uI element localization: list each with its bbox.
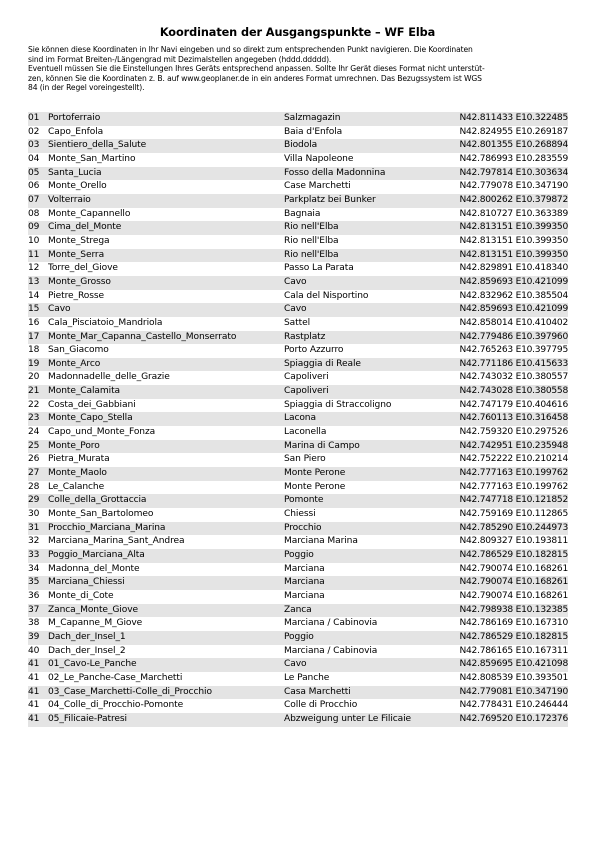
row-number: 12 xyxy=(28,263,40,274)
table-row xyxy=(28,344,568,358)
table-row xyxy=(28,672,568,686)
route-name: Monte_di_Cote xyxy=(48,590,114,601)
start-place: Pomonte xyxy=(284,494,440,508)
coordinates-table xyxy=(28,112,568,727)
start-place: Spiaggia di Straccoligno xyxy=(284,399,392,410)
start-place: Abzweigung unter Le Filicaie xyxy=(284,713,440,727)
route-name: Pietra_Murata xyxy=(48,454,110,465)
route-name: Capo_Enfola xyxy=(48,126,104,137)
route-name: Le_Calanche xyxy=(48,481,105,492)
table-row xyxy=(28,126,568,140)
row-number: 11 xyxy=(28,249,48,263)
table-row xyxy=(28,508,568,522)
table-row xyxy=(28,290,568,304)
route-name: Cavo xyxy=(48,303,284,317)
table-row xyxy=(28,658,568,672)
route-name: Monte_Capannello xyxy=(48,208,131,219)
row-number: 39 xyxy=(28,631,48,645)
table-row xyxy=(28,563,568,577)
start-place: Colle di Procchio xyxy=(284,700,358,711)
route-name: Marciana_Marina_Sant_Andrea xyxy=(48,536,185,547)
route-name: Dach_der_Insel_1 xyxy=(48,631,284,645)
coordinates: N42.759169 E10.112865 xyxy=(459,509,568,520)
row-number: 22 xyxy=(28,399,40,410)
route-name: Costa_dei_Gabbiani xyxy=(48,399,136,410)
intro-line: Eventuell müssen Sie die Einstellungen Ihres Geräts entsprechend anpassen. Sollte Ihr Gerät dieses Format nicht unterstüt- xyxy=(28,64,485,74)
row-number: 41 xyxy=(28,713,48,727)
table-row xyxy=(28,167,568,181)
table-row xyxy=(28,453,568,467)
coordinates: N42.786993 E10.283559 xyxy=(459,153,568,164)
coordinates: N42.858014 E10.410402 xyxy=(459,317,568,328)
route-name: Cima_del_Monte xyxy=(48,221,284,235)
start-place: Rastplatz xyxy=(284,331,440,345)
table-row xyxy=(28,399,568,413)
start-place: San Piero xyxy=(284,454,326,465)
start-place: Cala del Nisportino xyxy=(284,290,369,301)
route-name: Cala_Pisciatoio_Mandriola xyxy=(48,317,163,328)
coordinates: N42.743028 E10.380558 xyxy=(440,385,568,399)
route-name: Monte_Grosso xyxy=(48,276,284,290)
route-name: Procchio_Marciana_Marina xyxy=(48,522,284,536)
route-name: Monte_San_Martino xyxy=(48,153,136,164)
start-place: Lacona xyxy=(284,412,440,426)
coordinates: N42.798938 E10.132385 xyxy=(440,604,568,618)
table-row xyxy=(28,208,568,222)
table-row xyxy=(28,194,568,208)
table-row xyxy=(28,221,568,235)
table-row xyxy=(28,358,568,372)
route-name: Torre_del_Giove xyxy=(48,263,118,274)
start-place: Rio nell'Elba xyxy=(284,221,440,235)
coordinates: N42.808539 E10.393501 xyxy=(459,672,568,683)
row-number: 41 xyxy=(28,700,40,711)
row-number: 41 xyxy=(28,672,40,683)
row-number: 13 xyxy=(28,276,48,290)
start-place: Le Panche xyxy=(284,672,330,683)
table-row xyxy=(28,112,568,126)
route-name: Monte_Serra xyxy=(48,249,284,263)
coordinates: N42.779486 E10.397960 xyxy=(440,331,568,345)
table-row xyxy=(28,317,568,331)
row-number: 28 xyxy=(28,481,40,492)
route-name: 04_Colle_di_Procchio-Pomonte xyxy=(48,700,184,711)
row-number: 36 xyxy=(28,590,40,601)
start-place: Poggio xyxy=(284,631,440,645)
coordinates: N42.777163 E10.199762 xyxy=(440,467,568,481)
coordinates: N42.777163 E10.199762 xyxy=(459,481,568,492)
coordinates: N42.747179 E10.404616 xyxy=(459,399,568,410)
start-place: Procchio xyxy=(284,522,440,536)
start-place: Sattel xyxy=(284,317,310,328)
row-number: 40 xyxy=(28,645,40,656)
row-number: 33 xyxy=(28,549,48,563)
row-number: 07 xyxy=(28,194,48,208)
coordinates: N42.771186 E10.415633 xyxy=(440,358,568,372)
coordinates: N42.743032 E10.380557 xyxy=(459,372,568,383)
intro-line: Sie können diese Koordinaten in Ihr Navi eingeben und so direkt zum entsprechenden Punkt navigieren. Die Koordinaten xyxy=(28,45,473,54)
route-name: Portoferraio xyxy=(48,112,284,126)
table-row xyxy=(28,549,568,563)
route-name: Sientiero_della_Salute xyxy=(48,139,284,153)
coordinates: N42.813151 E10.399350 xyxy=(440,249,568,263)
route-name: Madonnadelle_delle_Grazie xyxy=(48,372,170,383)
start-place: Laconella xyxy=(284,427,327,438)
table-row xyxy=(28,139,568,153)
row-number: 20 xyxy=(28,372,40,383)
table-row xyxy=(28,481,568,495)
start-place: Marciana / Cabinovia xyxy=(284,645,378,656)
route-name: Santa_Lucia xyxy=(48,167,284,181)
coordinates: N42.801355 E10.268894 xyxy=(440,139,568,153)
route-name: Monte_Capo_Stella xyxy=(48,412,284,426)
start-place: Monte Perone xyxy=(284,481,346,492)
coordinates: N42.742951 E10.235948 xyxy=(440,440,568,454)
route-name: Madonna_del_Monte xyxy=(48,563,140,574)
coordinates: N42.797814 E10.303634 xyxy=(440,167,568,181)
start-place: Spiaggia di Reale xyxy=(284,358,440,372)
row-number: 25 xyxy=(28,440,48,454)
row-number: 18 xyxy=(28,345,40,356)
row-number: 01 xyxy=(28,112,48,126)
start-place: Marciana Marina xyxy=(284,536,358,547)
row-number: 06 xyxy=(28,181,40,192)
route-name: 01_Cavo-Le_Panche xyxy=(48,658,284,672)
row-number: 41 xyxy=(28,658,48,672)
intro-line: sind im Format Breiten-/Längengrad mit Dezimalstellen angegeben (hddd.ddddd). xyxy=(28,54,332,64)
table-row xyxy=(28,235,568,249)
row-number: 21 xyxy=(28,385,48,399)
route-name: 05_Filicaie-Patresi xyxy=(48,713,284,727)
table-row xyxy=(28,522,568,536)
page-title: Koordinaten der Ausgangspunkte – WF Elba xyxy=(159,26,436,39)
intro-line: 84 (in der Regel voreingestellt). xyxy=(28,83,145,93)
row-number: 15 xyxy=(28,303,48,317)
route-name: 02_Le_Panche-Case_Marchetti xyxy=(48,672,183,683)
route-name: Monte_San_Bartolomeo xyxy=(48,509,154,520)
table-row xyxy=(28,604,568,618)
route-name: Pietre_Rosse xyxy=(48,290,104,301)
coordinates: N42.832962 E10.385504 xyxy=(459,290,568,301)
start-place: Capoliveri xyxy=(284,372,329,383)
coordinates: N42.786169 E10.167310 xyxy=(459,618,568,629)
route-name: Monte_Mar_Capanna_Castello_Monserrato xyxy=(48,331,284,345)
start-place: Cavo xyxy=(284,276,440,290)
table-row xyxy=(28,385,568,399)
coordinates: N42.769520 E10.172376 xyxy=(440,713,568,727)
table-row xyxy=(28,426,568,440)
table-row xyxy=(28,180,568,194)
row-number: 26 xyxy=(28,454,40,465)
table-row xyxy=(28,249,568,263)
coordinates: N42.810727 E10.363389 xyxy=(459,208,568,219)
start-place: Poggio xyxy=(284,549,440,563)
route-name: M_Capanne_M_Giove xyxy=(48,618,143,629)
table-row xyxy=(28,153,568,167)
row-number: 17 xyxy=(28,331,48,345)
coordinates: N42.829891 E10.418340 xyxy=(459,263,568,274)
start-place: Marciana xyxy=(284,576,440,590)
row-number: 35 xyxy=(28,576,48,590)
start-place: Monte Perone xyxy=(284,467,440,481)
table-row xyxy=(28,713,568,727)
row-number: 08 xyxy=(28,208,40,219)
coordinates: N42.765263 E10.397795 xyxy=(459,345,568,356)
start-place: Cavo xyxy=(284,303,440,317)
coordinates: N42.760113 E10.316458 xyxy=(440,412,568,426)
start-place: Baia d'Enfola xyxy=(284,126,343,137)
coordinates: N42.790074 E10.168261 xyxy=(459,563,568,574)
coordinates: N42.778431 E10.246444 xyxy=(459,700,568,711)
route-name: Capo_und_Monte_Fonza xyxy=(48,427,156,438)
start-place: Marciana xyxy=(284,590,325,601)
route-name: Marciana_Chiessi xyxy=(48,576,284,590)
coordinates: N42.813151 E10.399350 xyxy=(440,221,568,235)
start-place: Salzmagazin xyxy=(284,112,440,126)
row-number: 19 xyxy=(28,358,48,372)
coordinates: N42.813151 E10.399350 xyxy=(459,235,568,246)
coordinates: N42.859695 E10.421098 xyxy=(440,658,568,672)
coordinates: N42.811433 E10.322485 xyxy=(440,112,568,126)
row-number: 04 xyxy=(28,153,40,164)
table-row xyxy=(28,645,568,659)
route-name: 03_Case_Marchetti-Colle_di_Procchio xyxy=(48,686,284,700)
coordinates: N42.759320 E10.297526 xyxy=(459,427,568,438)
row-number: 02 xyxy=(28,126,40,137)
row-number: 30 xyxy=(28,509,40,520)
coordinates: N42.824955 E10.269187 xyxy=(459,126,568,137)
coordinates: N42.752222 E10.210214 xyxy=(459,454,568,465)
row-number: 38 xyxy=(28,618,40,629)
row-number: 14 xyxy=(28,290,40,301)
table-row xyxy=(28,631,568,645)
table-row xyxy=(28,467,568,481)
start-place: Case Marchetti xyxy=(284,181,351,192)
row-number: 32 xyxy=(28,536,40,547)
row-number: 41 xyxy=(28,686,48,700)
route-name: Monte_Orello xyxy=(48,181,107,192)
coordinates: N42.809327 E10.193811 xyxy=(459,536,568,547)
coordinates: N42.785290 E10.244973 xyxy=(440,522,568,536)
start-place: Fosso della Madonnina xyxy=(284,167,440,181)
row-number: 05 xyxy=(28,167,48,181)
row-number: 09 xyxy=(28,221,48,235)
route-name: Monte_Arco xyxy=(48,358,284,372)
route-name: Poggio_Marciana_Alta xyxy=(48,549,284,563)
start-place: Porto Azzurro xyxy=(284,345,344,356)
intro-paragraph xyxy=(28,45,568,93)
start-place: Marciana xyxy=(284,563,325,574)
route-name: Volterraio xyxy=(48,194,284,208)
start-place: Parkplatz bei Bunker xyxy=(284,194,440,208)
route-name: Monte_Calamita xyxy=(48,385,284,399)
row-number: 34 xyxy=(28,563,40,574)
row-number: 27 xyxy=(28,467,48,481)
route-name: San_Giacomo xyxy=(48,345,109,356)
row-number: 23 xyxy=(28,412,48,426)
table-row xyxy=(28,412,568,426)
coordinates: N42.786165 E10.167311 xyxy=(459,645,568,656)
table-row xyxy=(28,576,568,590)
row-number: 24 xyxy=(28,427,40,438)
start-place: Marciana / Cabinovia xyxy=(284,618,378,629)
start-place: Zanca xyxy=(284,604,440,618)
coordinates: N42.779078 E10.347190 xyxy=(459,181,568,192)
route-name: Monte_Strega xyxy=(48,235,110,246)
coordinates: N42.859693 E10.421099 xyxy=(440,303,568,317)
row-number: 37 xyxy=(28,604,48,618)
route-name: Zanca_Monte_Giove xyxy=(48,604,284,618)
row-number: 31 xyxy=(28,522,48,536)
coordinates: N42.859693 E10.421099 xyxy=(440,276,568,290)
table-row xyxy=(28,494,568,508)
route-name: Monte_Maolo xyxy=(48,467,284,481)
start-place: Biodola xyxy=(284,139,440,153)
table-row xyxy=(28,276,568,290)
table-row xyxy=(28,590,568,604)
table-row xyxy=(28,440,568,454)
start-place: Casa Marchetti xyxy=(284,686,440,700)
start-place: Passo La Parata xyxy=(284,263,354,274)
coordinates: N42.779081 E10.347190 xyxy=(440,686,568,700)
coordinates: N42.790074 E10.168261 xyxy=(459,590,568,601)
route-name: Monte_Poro xyxy=(48,440,284,454)
table-row xyxy=(28,331,568,345)
table-row xyxy=(28,303,568,317)
coordinates: N42.800262 E10.379872 xyxy=(440,194,568,208)
table-row xyxy=(28,617,568,631)
row-number: 29 xyxy=(28,494,48,508)
start-place: Bagnaia xyxy=(284,208,321,219)
table-row xyxy=(28,371,568,385)
table-row xyxy=(28,262,568,276)
start-place: Villa Napoleone xyxy=(284,153,354,164)
row-number: 10 xyxy=(28,235,40,246)
start-place: Rio nell'Elba xyxy=(284,249,440,263)
table-row xyxy=(28,686,568,700)
row-number: 16 xyxy=(28,317,40,328)
row-number: 03 xyxy=(28,139,48,153)
route-name: Colle_della_Grottaccia xyxy=(48,494,284,508)
start-place: Capoliveri xyxy=(284,385,440,399)
coordinates: N42.786529 E10.182815 xyxy=(440,549,568,563)
coordinates: N42.747718 E10.121852 xyxy=(440,494,568,508)
coordinates: N42.790074 E10.168261 xyxy=(440,576,568,590)
start-place: Marina di Campo xyxy=(284,440,440,454)
table-row xyxy=(28,699,568,713)
table-row xyxy=(28,535,568,549)
start-place: Cavo xyxy=(284,658,440,672)
intro-line: zen, können Sie die Koordinaten z. B. auf www.geoplaner.de in ein anderes Format umrechnen. Das Bezugssystem ist WGS xyxy=(28,73,482,83)
start-place: Rio nell'Elba xyxy=(284,235,339,246)
route-name: Dach_der_Insel_2 xyxy=(48,645,126,656)
start-place: Chiessi xyxy=(284,509,316,520)
coordinates: N42.786529 E10.182815 xyxy=(440,631,568,645)
